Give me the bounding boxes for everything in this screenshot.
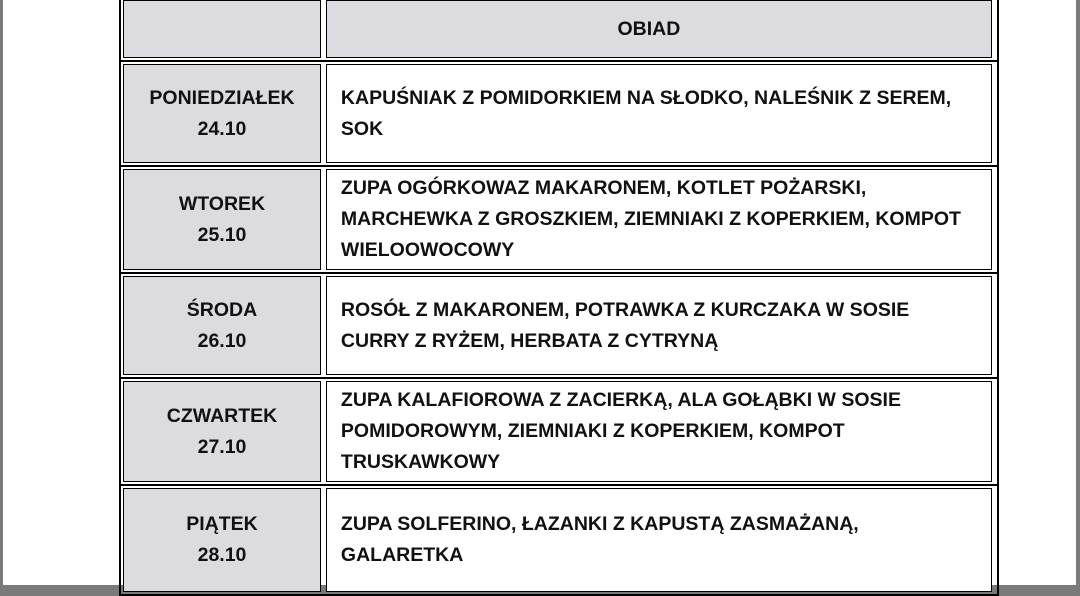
document-page — [3, 0, 1076, 585]
day-name: PIĄTEK — [186, 513, 258, 535]
day-date: 27.10 — [197, 435, 247, 458]
day-cell — [123, 64, 321, 163]
meal-cell — [326, 276, 992, 375]
meal-cell — [326, 169, 992, 270]
day-date: 28.10 — [197, 544, 247, 566]
meal-text: ZUPA SOLFERINO, ŁAZANKI Z KAPUSTĄ ZASMAŻANĄ, GALARETKA — [340, 513, 859, 566]
day-date: 25.10 — [197, 223, 247, 246]
header-meal-label: OBIAD — [617, 17, 681, 40]
table-row — [121, 484, 997, 594]
day-cell — [123, 488, 321, 592]
meal-text: ZUPA KALAFIOROWA Z ZACIERKĄ, ALA GOŁĄBKI W SOSIE POMIDOROWYM, ZIEMNIAKI Z KOPERKIEM, KOMPOT TRUSKAWKOWY — [340, 389, 901, 473]
meal-cell — [326, 488, 992, 592]
day-name: CZWARTEK — [166, 404, 278, 427]
day-cell — [123, 381, 321, 482]
day-date: 24.10 — [197, 117, 247, 140]
header-day-cell — [123, 0, 321, 58]
table-row — [121, 165, 997, 272]
lunch-menu-table — [119, 0, 999, 596]
meal-cell — [326, 381, 992, 482]
meal-text: KAPUŚNIAK Z POMIDORKIEM NA SŁODKO, NALEŚNIK Z SEREM, SOK — [340, 86, 952, 140]
meal-text: ROSÓŁ Z MAKARONEM, POTRAWKA Z KURCZAKA W SOSIE CURRY Z RYŻEM, HERBATA Z CYTRYNĄ — [340, 298, 910, 352]
table-row — [121, 60, 997, 165]
table-row — [121, 377, 997, 484]
meal-cell — [326, 64, 992, 163]
table-row — [121, 272, 997, 377]
day-cell — [123, 276, 321, 375]
day-name: ŚRODA — [186, 298, 258, 321]
day-cell — [123, 169, 321, 270]
header-meal-cell — [326, 0, 992, 58]
day-name: PONIEDZIAŁEK — [149, 86, 295, 109]
meal-text: ZUPA OGÓRKOWAZ MAKARONEM, KOTLET POŻARSKI, MARCHEWKA Z GROSZKIEM, ZIEMNIAKI Z KOPERKIEM, KOMPOT WIELOOWOCOWY — [340, 177, 961, 261]
day-date: 26.10 — [197, 329, 247, 352]
table-header-row — [121, 0, 997, 60]
day-name: WTOREK — [178, 192, 266, 215]
